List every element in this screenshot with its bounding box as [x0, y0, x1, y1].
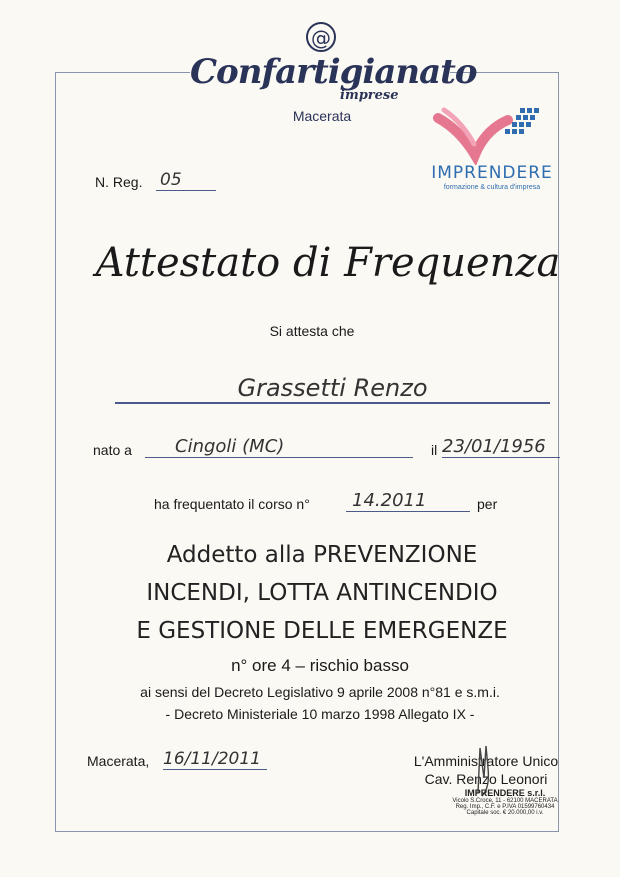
stamp-tax: Reg. Imp., C.F. e P.IVA 01599760434 [455, 804, 555, 810]
stamp-capital: Capitale soc. € 20.000,00 i.v. [466, 810, 544, 816]
course-hours: n° ore 4 – rischio basso [231, 656, 409, 675]
course-title-line: E GESTIONE DELLE EMERGENZE [136, 618, 508, 644]
course-title-line: Addetto alla PREVENZIONE [166, 542, 478, 568]
signer-role: L'Amministratore Unico [413, 753, 559, 769]
company-stamp [430, 788, 580, 816]
course-suffix: per [477, 496, 498, 512]
city-label: Macerata [292, 108, 352, 124]
born-label: nato a [93, 442, 132, 458]
course-title-line: INCENDI, LOTTA ANTINCENDIO [146, 580, 498, 606]
confartigianato-logo-text: Confartigianato [190, 52, 477, 92]
course-decree: - Decreto Ministeriale 10 marzo 1998 Allegato IX - [165, 706, 475, 722]
attest-text: Si attesta che [269, 323, 355, 339]
registration-number: 05 [156, 170, 216, 191]
birth-date-label: il [431, 442, 438, 458]
footer-place: Macerata, [87, 753, 150, 769]
course-law: ai sensi del Decreto Legislativo 9 aprile 2008 n°81 e s.m.i. [140, 684, 500, 700]
issue-date: 16/11/2011 [163, 749, 267, 770]
birthplace: Cingoli (MC) [145, 436, 413, 458]
confartigianato-sub-text: imprese [340, 88, 399, 103]
course-title [60, 536, 584, 650]
birth-date: 23/01/1956 [442, 436, 560, 458]
imprendere-tagline: formazione & cultura d'impresa [443, 184, 541, 191]
stamp-company: IMPRENDERE s.r.l. [464, 788, 546, 798]
registration-label: N. Reg. [95, 174, 143, 190]
participant-name: Grassetti Renzo [115, 374, 550, 404]
imprendere-name: IMPRENDERE [431, 163, 553, 183]
certificate-title: Attestato di Frequenza [95, 240, 561, 286]
imprendere-logo-mark-icon [430, 100, 550, 165]
confartigianato-symbol: @ [306, 22, 336, 52]
stamp-address: Vicolo S.Croce, 11 - 62100 MACERATA [452, 798, 558, 804]
course-prefix: ha frequentato il corso n° [154, 496, 310, 512]
course-number: 14.2011 [346, 490, 470, 512]
signer-name: Cav. Renzo Leonori [424, 771, 548, 787]
